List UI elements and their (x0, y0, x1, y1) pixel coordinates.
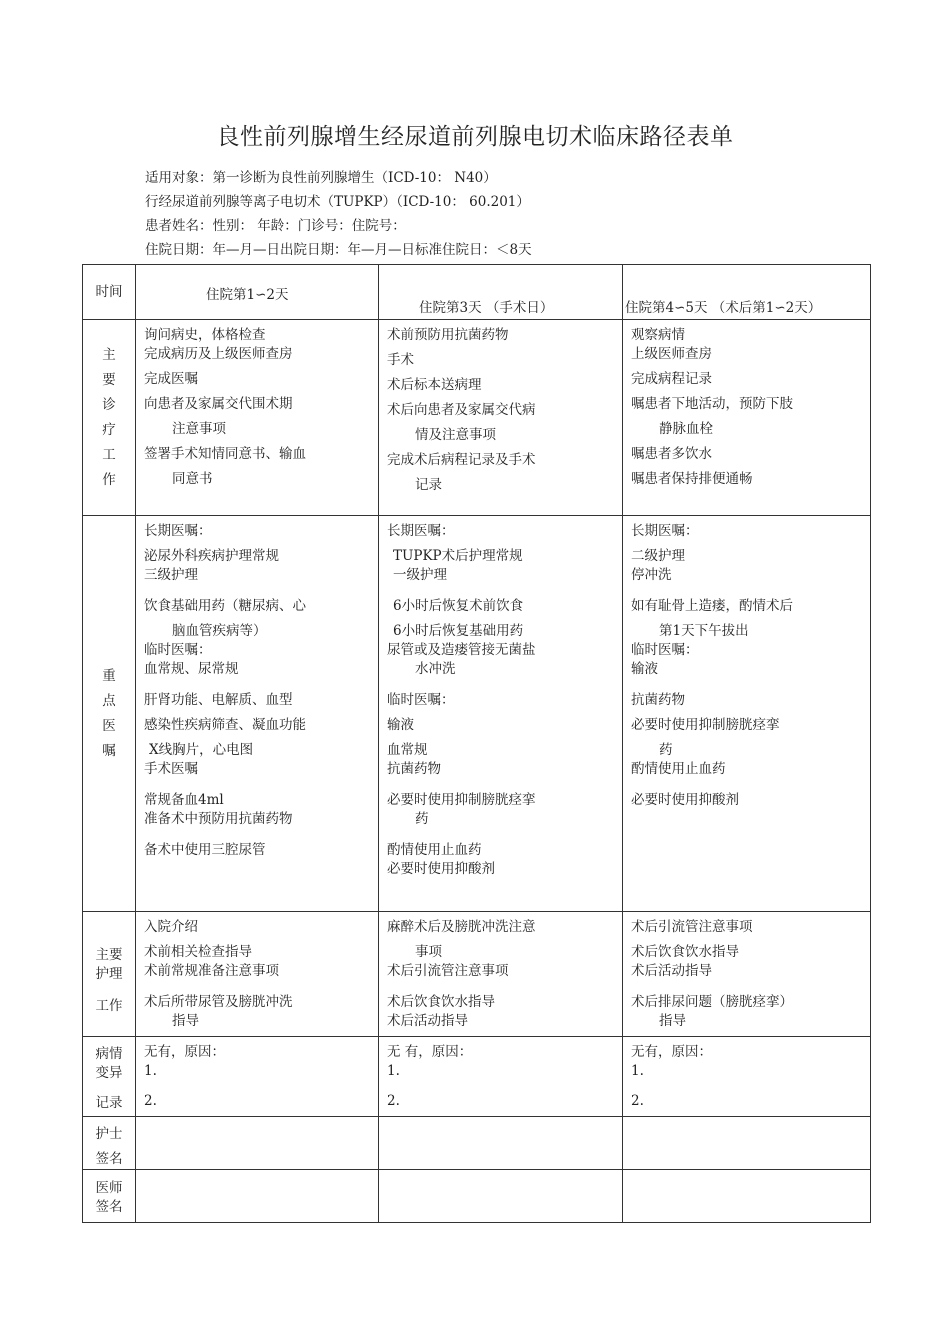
list-item: 感染性疾病筛查、凝血功能 (144, 717, 306, 733)
list-item: 输液 (387, 717, 414, 733)
list-item: 指导 (659, 1013, 686, 1029)
variance-label-line: 病情 (95, 1046, 123, 1062)
list-item: 血常规 (387, 742, 428, 758)
nursing-day2 (379, 912, 623, 1037)
diag-label-char: 要 (102, 371, 116, 388)
header-row (83, 265, 871, 320)
list-item: 术前预防用抗菌药物 (387, 327, 509, 343)
list-item: 无有，原因： (631, 1044, 712, 1060)
list-item: 一级护理 (393, 567, 447, 583)
list-item: 二级护理 (631, 548, 685, 564)
nursing-day3 (623, 912, 871, 1037)
diag-label (83, 320, 136, 516)
nurse-sign-label-line: 护士 (95, 1126, 123, 1142)
list-item: 尿管或及造瘘管接无菌盐 (387, 642, 536, 658)
list-item: 临时医嘱： (387, 692, 455, 708)
list-item: 1. (631, 1063, 644, 1079)
list-item: 术前常规准备注意事项 (144, 963, 279, 979)
doctor-sign-day1[interactable] (136, 1170, 379, 1223)
list-item: 手术 (387, 352, 414, 368)
orders-label-char: 点 (102, 692, 116, 709)
list-item: 长期医嘱： (387, 523, 455, 539)
variance-day2 (379, 1037, 623, 1117)
list-item: TUPKP术后护理常规 (393, 548, 523, 564)
doctor-sign-row (83, 1170, 871, 1223)
variance-label (83, 1037, 136, 1117)
list-item: 静脉血栓 (659, 421, 713, 437)
variance-label-line: 变异 (95, 1065, 123, 1081)
list-item: 嘱患者多饮水 (631, 446, 712, 462)
nurse-sign-day2[interactable] (379, 1117, 623, 1170)
list-item: 必要时使用抑酸剂 (631, 792, 739, 808)
list-item: 2. (387, 1093, 400, 1109)
list-item: 药 (659, 742, 673, 758)
list-item: 6小时后恢复术前饮食 (393, 598, 524, 614)
list-item: 术后标本送病理 (387, 377, 482, 393)
orders-label-char: 嘱 (102, 742, 116, 759)
nursing-label (83, 912, 136, 1037)
list-item: 抗菌药物 (387, 761, 441, 777)
doctor-sign-label-line: 医师 (95, 1180, 123, 1196)
list-item: 输液 (631, 661, 658, 677)
diag-label-char: 疗 (102, 421, 116, 438)
list-item: 必要时使用抑制膀胱痉挛 (631, 717, 780, 733)
list-item: 术后所带尿管及膀胱冲洗 (144, 994, 293, 1010)
header-day3 (623, 265, 871, 320)
doctor-sign-day3[interactable] (623, 1170, 871, 1223)
list-item: 停冲洗 (631, 567, 672, 583)
list-item: 长期医嘱： (631, 523, 699, 539)
header-day2 (379, 265, 623, 320)
list-item: 术后活动指导 (387, 1013, 468, 1029)
nurse-sign-day3[interactable] (623, 1117, 871, 1170)
list-item: 准备术中预防用抗菌药物 (144, 811, 293, 827)
diag-day3 (623, 320, 871, 516)
diag-day2 (379, 320, 623, 516)
orders-day1 (136, 516, 379, 912)
orders-label (83, 516, 136, 912)
list-item: 临时医嘱： (631, 642, 699, 658)
nursing-label-line: 工作 (95, 998, 123, 1014)
list-item: 麻醉术后及膀胱冲洗注意 (387, 919, 536, 935)
list-item: 备术中使用三腔尿管 (144, 842, 266, 858)
page-title: 良性前列腺增生经尿道前列腺电切术临床路径表单 (216, 124, 734, 150)
variance-label-line: 记录 (95, 1095, 123, 1111)
list-item: 向患者及家属交代围术期 (144, 396, 293, 412)
diag-label-char: 主 (102, 346, 116, 363)
list-item: 长期医嘱： (144, 523, 212, 539)
meta-patient: 患者姓名：性别： 年龄：门诊号：住院号： (145, 218, 406, 234)
nursing-label-line: 护理 (95, 966, 123, 982)
header-day1-text: 住院第1∽2天 (206, 287, 289, 303)
orders-row (83, 516, 871, 912)
meta-dates: 住院日期：年—月—日出院日期：年—月—日标准住院日：＜8天 (145, 242, 532, 258)
list-item: 手术医嘱 (144, 761, 198, 777)
list-item: 1. (387, 1063, 400, 1079)
list-item: 酌情使用止血药 (631, 761, 726, 777)
nursing-row (83, 912, 871, 1037)
list-item: 询问病史，体格检查 (144, 327, 266, 343)
list-item: 完成术后病程记录及手术 (387, 452, 536, 468)
list-item: 术后饮食饮水指导 (387, 994, 495, 1010)
list-item: 记录 (415, 477, 442, 493)
header-day1 (136, 265, 379, 320)
doctor-sign-label-line: 签名 (95, 1199, 123, 1215)
variance-row (83, 1037, 871, 1117)
diag-label-char: 作 (102, 471, 116, 488)
diag-row (83, 320, 871, 516)
list-item: 同意书 (172, 471, 213, 487)
diag-label-char: 诊 (102, 396, 116, 413)
list-item: 6小时后恢复基础用药 (393, 623, 524, 639)
variance-day3 (623, 1037, 871, 1117)
list-item: 2. (144, 1093, 157, 1109)
list-item: X线胸片，心电图 (149, 742, 254, 758)
list-item: 药 (415, 811, 429, 827)
list-item: 情及注意事项 (415, 427, 496, 443)
orders-day2 (379, 516, 623, 912)
list-item: 酌情使用止血药 (387, 842, 482, 858)
list-item: 上级医师查房 (631, 346, 712, 362)
orders-day3 (623, 516, 871, 912)
orders-label-char: 医 (102, 717, 116, 734)
list-item: 完成医嘱 (144, 371, 198, 387)
meta-applicable: 适用对象：第一诊断为良性前列腺增生（ICD-10： N40） (145, 170, 497, 186)
list-item: 术后饮食饮水指导 (631, 944, 739, 960)
doctor-sign-label (83, 1170, 136, 1223)
list-item: 抗菌药物 (631, 692, 685, 708)
nurse-sign-day1[interactable] (136, 1117, 379, 1170)
list-item: 第1天下午拔出 (659, 623, 749, 639)
diag-label-char: 工 (102, 446, 116, 463)
list-item: 入院介绍 (144, 919, 198, 935)
doctor-sign-day2[interactable] (379, 1170, 623, 1223)
nurse-sign-row (83, 1117, 871, 1170)
list-item: 完成病历及上级医师查房 (144, 346, 293, 362)
list-item: 2. (631, 1093, 644, 1109)
list-item: 脑血管疾病等） (172, 623, 267, 639)
list-item: 术后排尿问题（膀胱痉挛） (631, 994, 793, 1010)
list-item: 事项 (415, 944, 442, 960)
list-item: 三级护理 (144, 567, 198, 583)
diag-day1 (136, 320, 379, 516)
list-item: 泌尿外科疾病护理常规 (144, 548, 279, 564)
list-item: 无 有，原因： (387, 1044, 473, 1060)
nurse-sign-label (83, 1117, 136, 1170)
list-item: 无有，原因： (144, 1044, 225, 1060)
nurse-sign-label-line: 签名 (95, 1151, 123, 1167)
list-item: 1. (144, 1063, 157, 1079)
clinical-pathway-table (82, 264, 871, 1223)
list-item: 如有耻骨上造瘘，酌情术后 (631, 598, 793, 614)
list-item: 术前相关检查指导 (144, 944, 252, 960)
header-day2-text: 住院第3天 （手术日） (419, 300, 554, 316)
header-day3-text: 住院第4∽5天 （术后第1∽2天） (625, 300, 822, 316)
list-item: 术后引流管注意事项 (387, 963, 509, 979)
variance-day1 (136, 1037, 379, 1117)
orders-label-char: 重 (102, 667, 116, 684)
header-time: 时间 (83, 265, 136, 320)
list-item: 指导 (172, 1013, 199, 1029)
list-item: 术后活动指导 (631, 963, 712, 979)
list-item: 签署手术知情同意书、输血 (144, 446, 306, 462)
list-item: 饮食基础用药（糖尿病、心 (144, 598, 306, 614)
list-item: 嘱患者下地活动，预防下肢 (631, 396, 793, 412)
list-item: 观察病情 (631, 327, 685, 343)
list-item: 肝肾功能、电解质、血型 (144, 692, 293, 708)
meta-procedure: 行经尿道前列腺等离子电切术（TUPKP）（ICD-10： 60.201） (145, 194, 530, 210)
list-item: 必要时使用抑酸剂 (387, 861, 495, 877)
list-item: 临时医嘱： (144, 642, 212, 658)
nursing-label-line: 主要 (95, 947, 123, 963)
list-item: 水冲洗 (415, 661, 456, 677)
list-item: 术后引流管注意事项 (631, 919, 753, 935)
list-item: 常规备血4ml (144, 792, 224, 808)
list-item: 完成病程记录 (631, 371, 712, 387)
list-item: 嘱患者保持排便通畅 (631, 471, 753, 487)
list-item: 注意事项 (172, 421, 226, 437)
list-item: 必要时使用抑制膀胱痉挛 (387, 792, 536, 808)
list-item: 血常规、尿常规 (144, 661, 239, 677)
nursing-day1 (136, 912, 379, 1037)
list-item: 术后向患者及家属交代病 (387, 402, 536, 418)
